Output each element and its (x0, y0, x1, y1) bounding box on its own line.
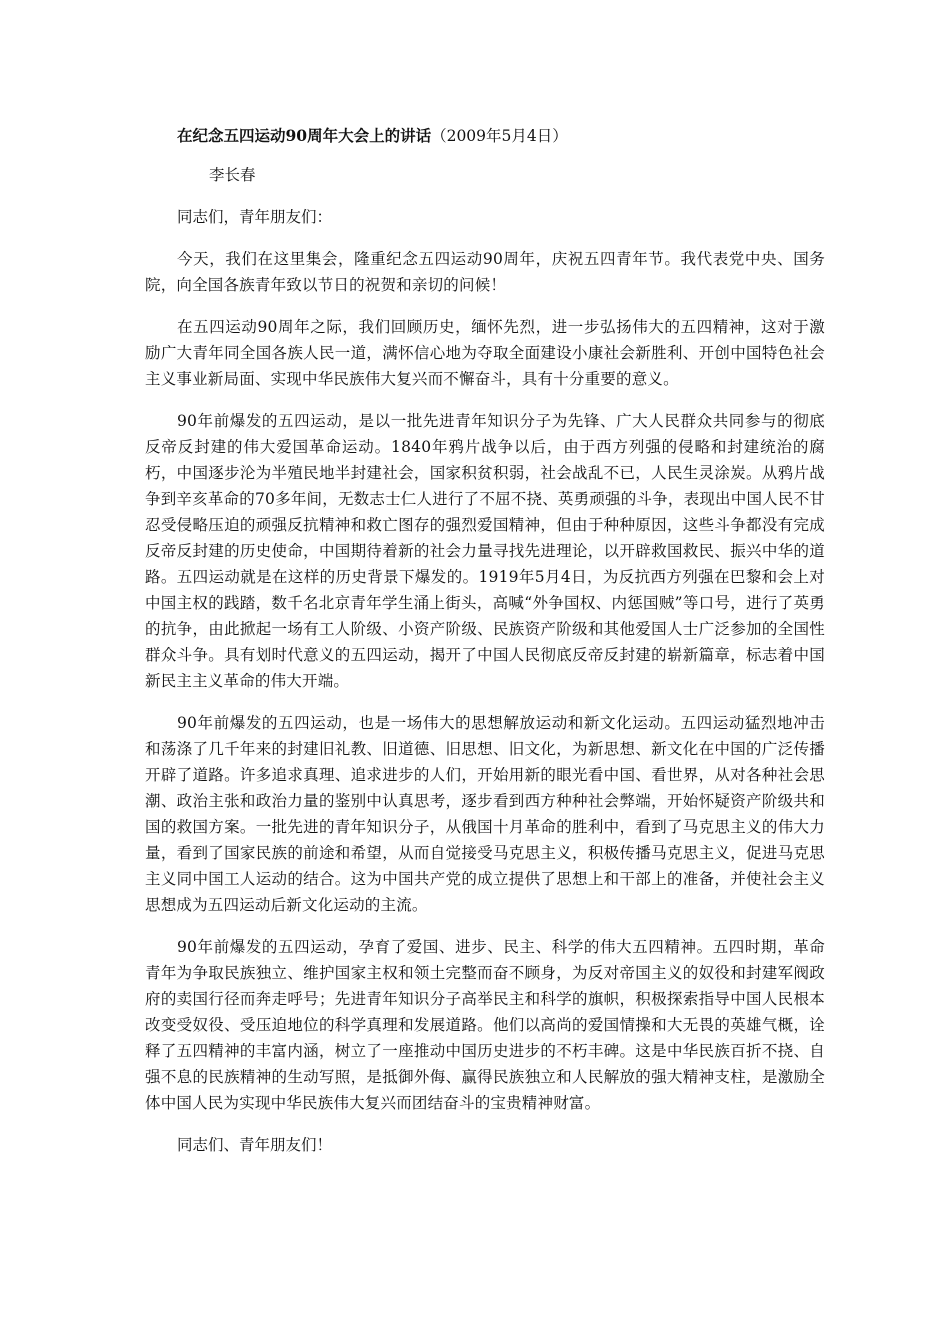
document-title: 在纪念五四运动90周年大会上的讲话 (177, 126, 432, 145)
closing-greeting: 同志们、青年朋友们！ (177, 1136, 333, 1154)
paragraph-1: 今天，我们在这里集会，隆重纪念五四运动90周年，庆祝五四青年节。我代表党中央、国务院，向全国各族青年致以节日的祝贺和亲切的问候！ (145, 250, 825, 294)
document-date: （2009年5月4日） (431, 127, 568, 145)
paragraph-4: 90年前爆发的五四运动，也是一场伟大的思想解放运动和新文化运动。五四运动猛烈地冲击和荡涤了几千年来的封建旧礼教、旧道德、旧思想、旧文化，为新思想、新文化在中国的广泛传播开辟了道路。许多追求真理、追求进步的人们，开始用新的眼光看中国、看世界，从对各种社会思潮、政治主张和政治力量的鉴别中认真思考，逐步看到西方种种社会弊端，开始怀疑资产阶级共和国的救国方案。一批先进的青年知识分子，从俄国十月革命的胜利中，看到了马克思主义的伟大力量，看到了国家民族的前途和希望，从而自觉接受马克思主义，积极传播马克思主义，促进马克思主义同中国工人运动的结合。这为中国共产党的成立提供了思想上和干部上的准备，并使社会主义思想成为五四运动后新文化运动的主流。 (145, 714, 825, 914)
paragraph-2: 在五四运动90周年之际，我们回顾历史，缅怀先烈，进一步弘扬伟大的五四精神，这对于激励广大青年同全国各族人民一道，满怀信心地为夺取全面建设小康社会新胜利、开创中国特色社会主义事业新局面、实现中华民族伟大复兴而不懈奋斗，具有十分重要的意义。 (145, 318, 825, 388)
title-line (145, 123, 825, 149)
author-name: 李长春 (209, 166, 256, 184)
paragraph-3: 90年前爆发的五四运动，是以一批先进青年知识分子为先锋、广大人民群众共同参与的彻底反帝反封建的伟大爱国革命运动。1840年鸦片战争以后，由于西方列强的侵略和封建统治的腐朽，中国逐步沦为半殖民地半封建社会，国家积贫积弱，社会战乱不已，人民生灵涂炭。从鸦片战争到辛亥革命的70多年间，无数志士仁人进行了不屈不挠、英勇顽强的斗争，表现出中国人民不甘忍受侵略压迫的顽强反抗精神和救亡图存的强烈爱国精神，但由于种种原因，这些斗争都没有完成反帝反封建的历史使命，中国期待着新的社会力量寻找先进理论，以开辟救国救民、振兴中华的道路。五四运动就是在这样的历史背景下爆发的。1919年5月4日，为反抗西方列强在巴黎和会上对中国主权的践踏，数千名北京青年学生涌上街头，高喊“外争国权、内惩国贼”等口号，进行了英勇的抗争，由此掀起一场有工人阶级、小资产阶级、民族资产阶级和其他爱国人士广泛参加的全国性群众斗争。具有划时代意义的五四运动，揭开了中国人民彻底反帝反封建的崭新篇章，标志着中国新民主主义革命的伟大开端。 (145, 412, 825, 690)
paragraph-5: 90年前爆发的五四运动，孕育了爱国、进步、民主、科学的伟大五四精神。五四时期，革命青年为争取民族独立、维护国家主权和领土完整而奋不顾身，为反对帝国主义的奴役和封建军阀政府的卖国行径而奔走呼号；先进青年知识分子高举民主和科学的旗帜，积极探索指导中国人民根本改变受奴役、受压迫地位的科学真理和发展道路。他们以高尚的爱国情操和大无畏的英雄气概，诠释了五四精神的丰富内涵，树立了一座推动中国历史进步的不朽丰碑。这是中华民族百折不挠、自强不息的民族精神的生动写照，是抵御外侮、赢得民族独立和人民解放的强大精神支柱，是激励全体中国人民为实现中华民族伟大复兴而团结奋斗的宝贵精神财富。 (145, 938, 825, 1112)
document-page (145, 123, 825, 1174)
opening-greeting: 同志们，青年朋友们： (177, 208, 333, 226)
